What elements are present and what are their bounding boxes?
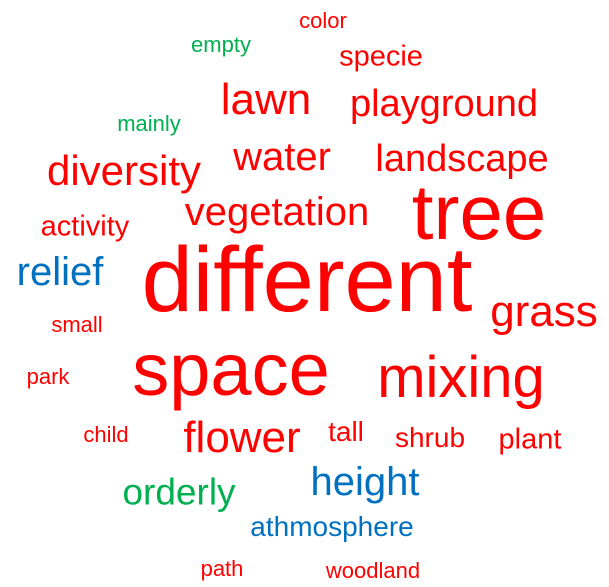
- word-water: water: [233, 135, 331, 179]
- word-lawn: lawn: [220, 75, 312, 124]
- word-color: color: [299, 8, 347, 33]
- word-height: height: [310, 460, 420, 504]
- word-shrub: shrub: [394, 422, 466, 453]
- word-woodland: woodland: [325, 558, 421, 583]
- word-mixing: mixing: [377, 345, 545, 410]
- word-small: small: [51, 312, 103, 337]
- word-specie: specie: [339, 40, 423, 73]
- word-playground: playground: [349, 83, 539, 125]
- word-empty: empty: [191, 32, 251, 57]
- word-activity: activity: [40, 210, 130, 243]
- word-flower: flower: [183, 413, 301, 462]
- word-park: park: [26, 364, 70, 389]
- word-child: child: [83, 422, 129, 447]
- word-different: different: [141, 229, 473, 331]
- word-orderly: orderly: [122, 471, 236, 513]
- word-relief: relief: [16, 250, 104, 294]
- word-vegetation: vegetation: [184, 190, 370, 234]
- word-tall: tall: [328, 416, 364, 447]
- word-athmosphere: athmosphere: [250, 511, 414, 542]
- word-space: space: [132, 328, 330, 411]
- word-diversity: diversity: [46, 147, 202, 194]
- word-grass: grass: [490, 287, 598, 336]
- word-path: path: [200, 556, 244, 581]
- word-plant: plant: [498, 423, 562, 456]
- word-mainly: mainly: [117, 111, 181, 136]
- word-landscape: landscape: [375, 138, 549, 180]
- word-tree: tree: [411, 168, 547, 256]
